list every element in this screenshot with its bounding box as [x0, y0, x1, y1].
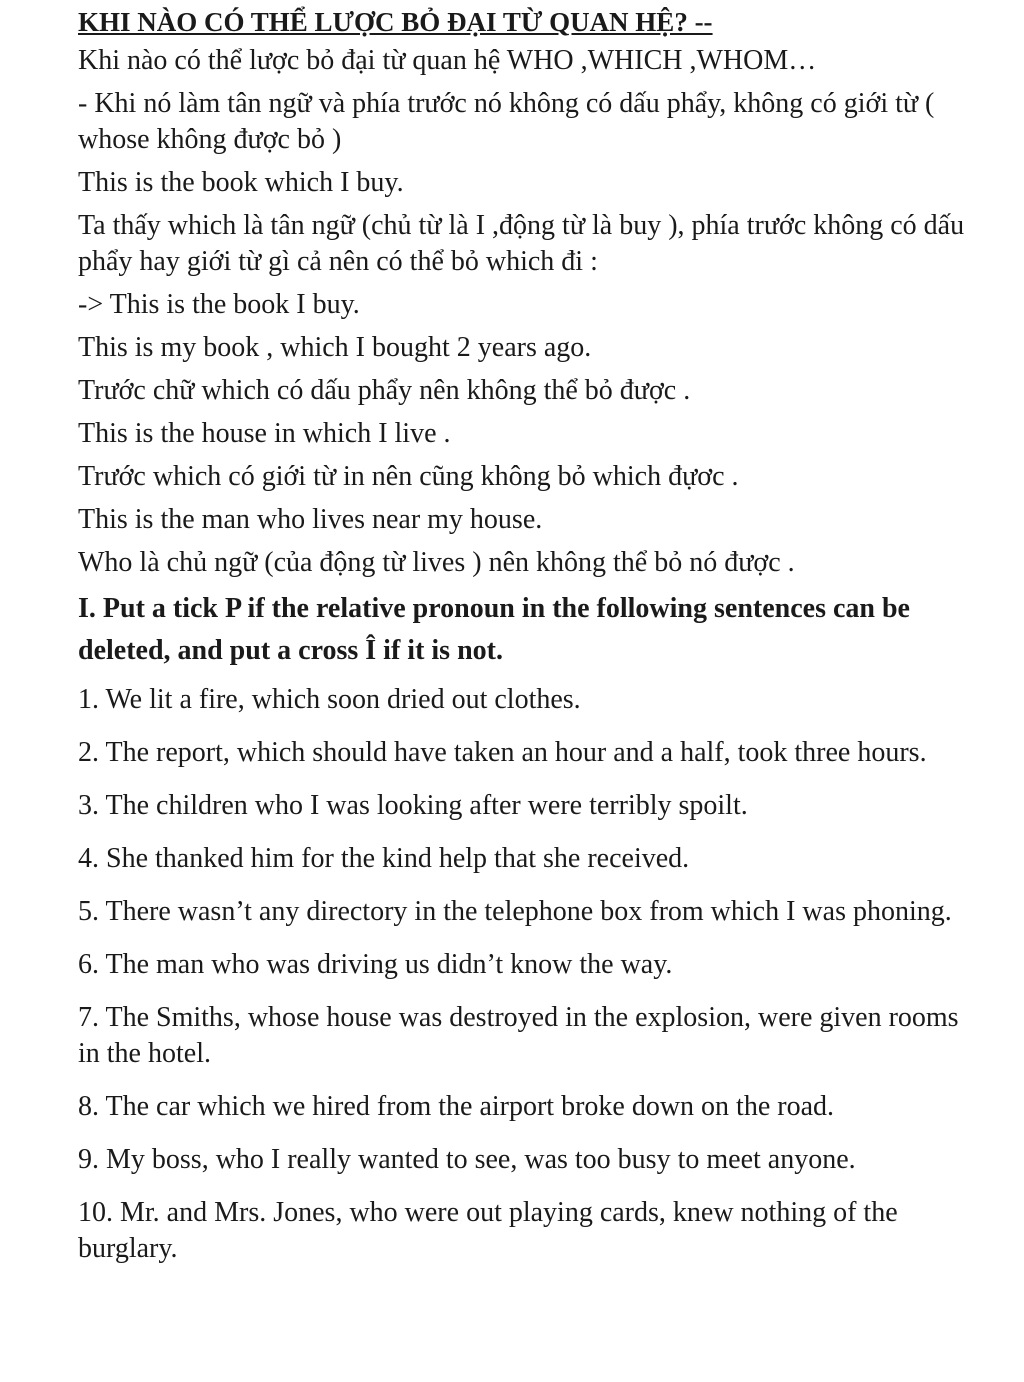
theory-explanation-3: Trước which có giới từ in nên cũng không bỏ which đựơc . — [78, 461, 739, 492]
exercise-item: 9. My boss, who I really wanted to see, was too busy to meet anyone. — [78, 1144, 856, 1175]
exercise-item: 4. She thanked him for the kind help that she received. — [78, 843, 690, 874]
exercise-heading: I. Put a tick P if the relative pronoun in the following sentences can be deleted, and put a cross Î if it is not. — [78, 593, 910, 666]
theory-explanation-1: Ta thấy which là tân ngữ (chủ từ là I ,động từ là buy ), phía trước không có dấu phẩy hay giới từ gì cả nên có thể bỏ which đi : — [78, 210, 965, 277]
exercise-item: 7. The Smiths, whose house was destroyed in the explosion, were given rooms in the hotel. — [78, 1002, 959, 1069]
theory-explanation-4: Who là chủ ngữ (của động từ lives ) nên không thể bỏ nó được . — [78, 547, 795, 578]
theory-example-1: This is the book which I buy. — [78, 167, 404, 198]
exercise-item: 1. We lit a fire, which soon dried out clothes. — [78, 684, 581, 715]
theory-example-3: This is the house in which I live . — [78, 418, 451, 449]
theory-example-4: This is the man who lives near my house. — [78, 504, 543, 535]
exercise-item: 3. The children who I was looking after were terribly spoilt. — [78, 790, 748, 821]
theory-result-1: -> This is the book I buy. — [78, 289, 360, 320]
theory-intro: Khi nào có thể lược bỏ đại từ quan hệ WHO ,WHICH ,WHOM… — [78, 45, 817, 76]
document-page — [78, 4, 978, 1284]
theory-example-2: This is my book , which I bought 2 years ago. — [78, 332, 592, 363]
exercise-item: 5. There wasn’t any directory in the telephone box from which I was phoning. — [78, 896, 952, 927]
theory-rule: - Khi nó làm tân ngữ và phía trước nó không có dấu phẩy, không có giới từ ( whose không được bỏ ) — [78, 88, 935, 155]
exercise-item: 6. The man who was driving us didn’t know the way. — [78, 949, 673, 980]
page-title: KHI NÀO CÓ THỂ LƯỢC BỎ ĐẠI TỪ QUAN HỆ? -- — [78, 7, 713, 37]
theory-explanation-2: Trước chữ which có dấu phẩy nên không thể bỏ được . — [78, 375, 691, 406]
exercise-item: 8. The car which we hired from the airport broke down on the road. — [78, 1091, 835, 1122]
exercise-item: 10. Mr. and Mrs. Jones, who were out playing cards, knew nothing of the burglary. — [78, 1197, 898, 1264]
exercise-item: 2. The report, which should have taken an hour and a half, took three hours. — [78, 737, 927, 768]
